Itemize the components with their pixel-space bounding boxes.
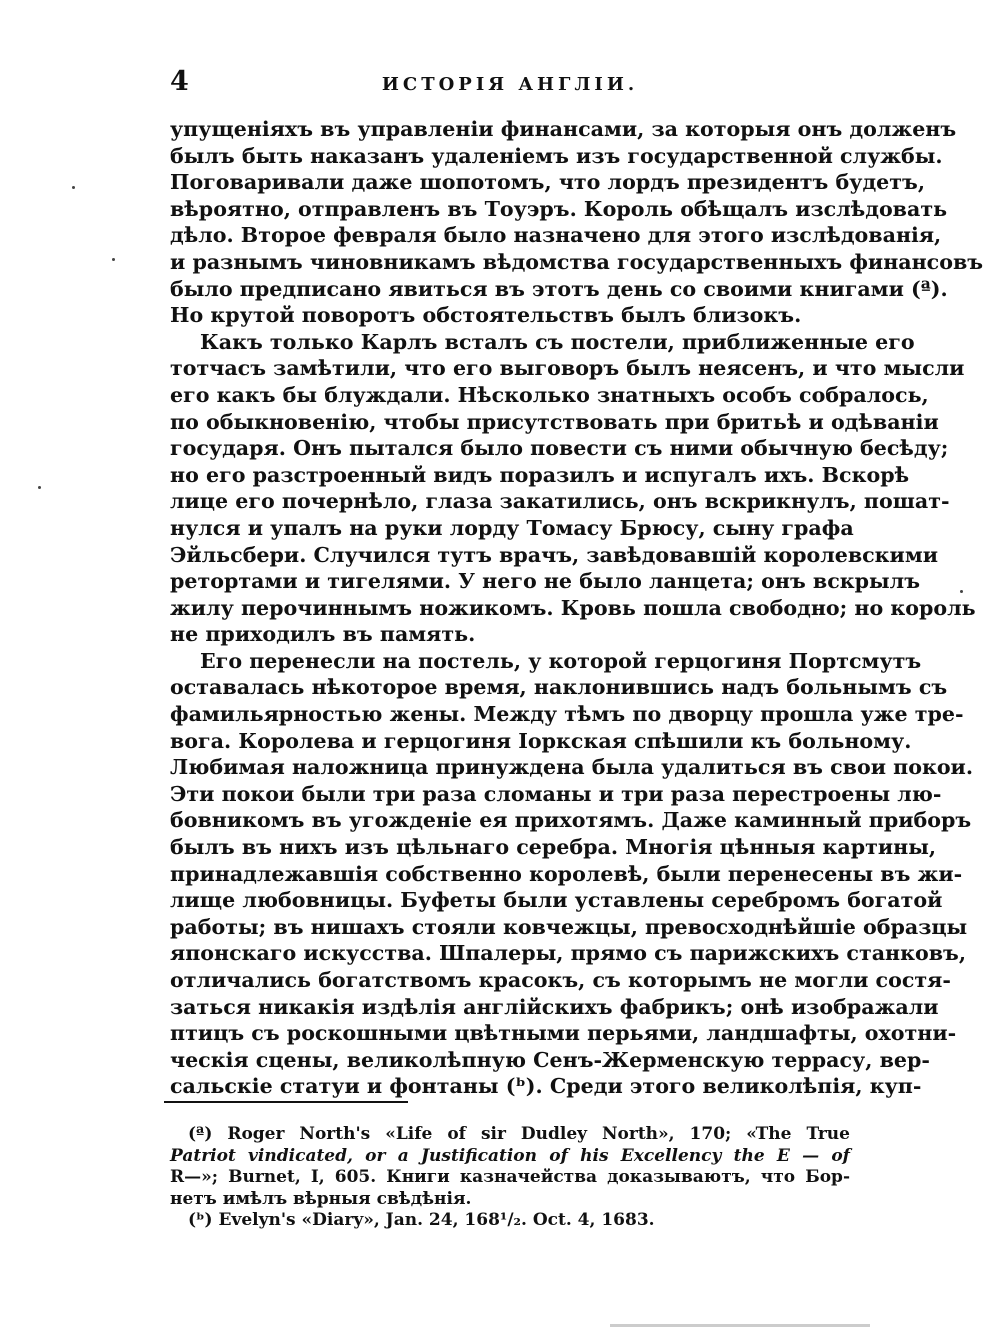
text-line: его какъ бы блуждали. Нѣсколько знатныхъ особъ собралось,: [170, 382, 929, 407]
text-line: Какъ только Карлъ всталъ съ постели, приближенные его: [200, 329, 915, 354]
body-text: [170, 116, 984, 1100]
footnote-line: R—»; Burnet, I, 605. Книги казначейства доказываютъ, что Бор-: [170, 1167, 850, 1187]
text-line: вога. Королева и герцогиня Іоркская спѣшили къ больному.: [170, 728, 912, 753]
text-line: тотчасъ замѣтили, что его выговоръ былъ неясенъ, и что мысли: [170, 356, 965, 381]
text-line: ческія сцены, великолѣпную Сенъ-Жерменскую террасу, вер-: [170, 1047, 930, 1072]
text-line: упущеніяхъ въ управленіи финансами, за которыя онъ долженъ: [170, 117, 957, 141]
text-line: но его разстроенный видъ поразилъ и испугалъ ихъ. Вскорѣ: [170, 462, 910, 487]
text-line: Эти покои были три раза сломаны и три раза перестроены лю-: [170, 781, 942, 806]
text-line: нулся и упалъ на руки лорду Томасу Брюсу, сыну графа: [170, 515, 854, 540]
text-line: принадлежавшія собственно королевѣ, были перенесены въ жи-: [170, 861, 963, 886]
scan-artifact: [610, 1324, 870, 1327]
footnotes: [170, 1124, 850, 1232]
text-line: жилу перочиннымъ ножикомъ. Кровь пошла свободно; но король: [170, 595, 976, 620]
text-line: ретортами и тигелями. У него не было ланцета; онъ вскрылъ: [170, 569, 920, 594]
text-line: вѣроятно, отправленъ въ Тоуэръ. Король обѣщалъ изслѣдовать: [170, 196, 948, 221]
text-line: птицъ съ роскошными цвѣтными перьями, ландшафты, охотни-: [170, 1021, 957, 1046]
footnote-line: нетъ имѣлъ вѣрныя свѣдѣнія.: [170, 1188, 472, 1209]
text-line: государя. Онъ пытался было повести съ ними обычную бесѣду;: [170, 436, 949, 461]
text-line: Эйльсбери. Случился тутъ врачъ, завѣдовавшій королевскими: [170, 542, 938, 567]
text-line: Поговаривали даже шопотомъ, что лордъ президентъ будетъ,: [170, 170, 926, 195]
text-line: и разнымъ чиновникамъ вѣдомства государственныхъ финансовъ: [170, 249, 984, 274]
text-line: дѣло. Второе февраля было назначено для этого изслѣдованія,: [170, 223, 942, 248]
text-line: лище любовницы. Буфеты были уставлены серебромъ богатой: [170, 888, 943, 913]
footnote-line: (ᵇ) Evelyn's «Diary», Jan. 24, 168¹/₂. Oct. 4, 1683.: [188, 1210, 655, 1230]
text-line: сальскіе статуи и фонтаны (ᵇ). Среди этого великолѣпія, куп-: [170, 1074, 922, 1099]
text-line: былъ быть наказанъ удаленіемъ изъ государственной службы.: [170, 143, 943, 168]
footnote-b: [170, 1210, 850, 1232]
text-line: бовникомъ въ угожденіе ея прихотямъ. Даже каминный приборъ: [170, 808, 972, 833]
page-number: 4: [170, 66, 189, 97]
text-line: по обыкновенію, чтобы присутствовать при бритьѣ и одѣваніи: [170, 409, 939, 434]
footnote-divider: [164, 1101, 408, 1103]
paragraph-3: [170, 648, 973, 1100]
text-line: заться никакія издѣлія англійскихъ фабрикъ; онѣ изображали: [170, 994, 939, 1019]
text-line: было предписано явиться въ этотъ день со своими книгами (ª).: [170, 276, 948, 301]
footnote-line: Patriot vindicated, or a Justification of his Excellency the E — of: [170, 1145, 850, 1166]
page-header: [170, 66, 850, 102]
footnote-a: [170, 1124, 850, 1210]
footnote-line: (ª) Roger North's «Life of sir Dudley North», 170; «The True: [188, 1124, 850, 1144]
text-line: Но крутой поворотъ обстоятельствъ былъ близокъ.: [170, 303, 802, 328]
text-line: отличались богатствомъ красокъ, съ которымъ не могли состя-: [170, 968, 951, 992]
scan-speck: [38, 486, 41, 489]
text-line: работы; въ нишахъ стояли ковчежцы, превосходнѣйшіе образцы: [170, 914, 968, 939]
scan-speck: [960, 590, 963, 593]
text-line: не приходилъ въ память.: [170, 622, 476, 647]
scan-speck: [112, 258, 115, 261]
text-line: японскаго искусства. Шпалеры, прямо съ парижскихъ станковъ,: [170, 941, 967, 966]
text-line: былъ въ нихъ изъ цѣльнаго серебра. Многія цѣнныя картины,: [170, 835, 937, 860]
text-line: Его перенесли на постель, у которой герцогиня Портсмутъ: [200, 648, 922, 673]
text-line: Любимая наложница принуждена была удалиться въ свои покои.: [170, 755, 973, 780]
text-line: лице его почернѣло, глаза закатились, онъ вскрикнулъ, пошат-: [170, 489, 950, 514]
running-title: ИСТОРІЯ АНГЛІИ.: [381, 74, 639, 95]
paragraph-1: [170, 116, 984, 329]
paragraph-2: [170, 329, 976, 648]
text-line: фамильярностью жены. Между тѣмъ по дворцу прошла уже тре-: [170, 702, 964, 727]
scan-speck: [72, 186, 75, 189]
text-line: оставалась нѣкоторое время, наклонившись надъ больнымъ съ: [170, 675, 948, 700]
